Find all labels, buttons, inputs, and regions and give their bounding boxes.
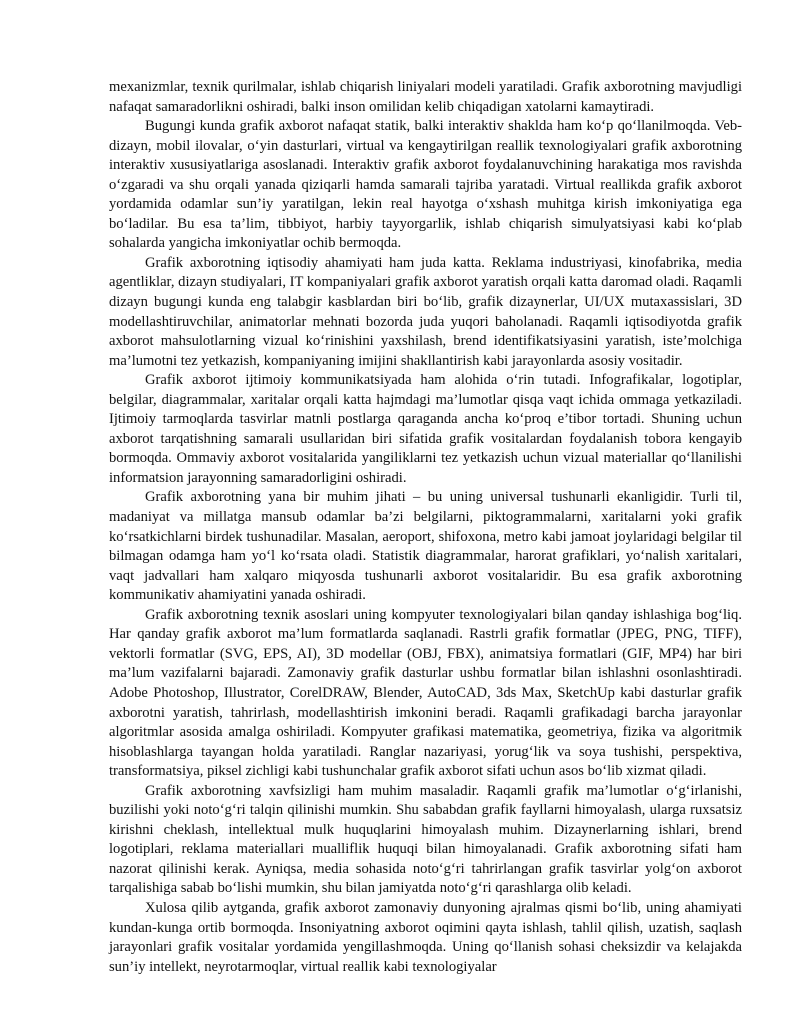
paragraph-security: Grafik axborotning xavfsizligi ham muhim masaladir. Raqamli grafik ma’lumotlar o‘g‘irlanishi, buzilishi yoki noto‘g‘ri talqin qilinishi mumkin. Shu sababdan grafik fayllarni himoyalash, ularga ruxsatsiz kirishni cheklash, intellektual mulk huquqlarini himoyalash muhim. Dizaynerlarning ishlari, brend logotiplari, reklama materiallari mualliflik huquqi bilan himoyalanadi. Grafik axborotning sifati ham nazorat qilinishi kerak. Ayniqsa, media sohasida noto‘g‘ri tahrirlangan grafik tasvirlar yolg‘on axborot tarqalishiga sabab bo‘lishi mumkin, shu bilan jamiyatda noto‘g‘ri qarashlarga olib keladi. (109, 782, 742, 897)
paragraph-economic-importance: Grafik axborotning iqtisodiy ahamiyati ham juda katta. Reklama industriyasi, kinofabrika, media agentliklar, dizayn studiyalari, IT kompaniyalari grafik axborot yaratish orqali katta daromad oladi. Raqamli dizayn bugungi kunda eng talabgir kasblardan biri bo‘lib, grafik dizaynerlar, UI/UX mutaxassislari, 3D modellashtiruvchilar, animatorlar mehnati bozorda juda yuqori baholanadi. Raqamli iqtisodiyotda grafik axborot mahsulotlarning vizual ko‘rinishini yaxshilash, brend identifikatsiyasini yaratish, iste’molchiga ma’lumotni tez yetkazish, kompaniyaning imijini shakllantirish kabi jarayonlarda asosiy vositadir. (109, 254, 742, 369)
paragraph-technical-foundations: Grafik axborotning texnik asoslari uning kompyuter texnologiyalari bilan qanday ishlashiga bog‘liq. Har qanday grafik axborot ma’lum formatlarda saqlanadi. Rastrli grafik formatlar (JPEG, PNG, TIFF), vektorli formatlar (SVG, EPS, AI), 3D modellar (OBJ, FBX), animatsiya formatlari (GIF, MP4) har biri ma’lum vazifalarni bajaradi. Zamonaviy grafik dasturlar ushbu formatlar bilan ishlashni osonlashtiradi. Adobe Photoshop, Illustrator, CorelDRAW, Blender, AutoCAD, 3ds Max, SketchUp kabi dasturlar grafik axborotni yaratish, tahrirlash, modellashtirish imkonini beradi. Raqamli grafikadagi barcha jarayonlar algoritmlar asosida amalga oshiriladi. Kompyuter grafikasi matematika, geometriya, fizika va algoritmik hisoblashlarga tayangan holda yaratiladi. Ranglar nazariyasi, yorug‘lik va soya tushishi, perspektiva, transformatsiya, piksel zichligi kabi tushunchalar grafik axborot sifati uchun asos bo‘lib xizmat qiladi. (109, 606, 742, 780)
paragraph-social-communication: Grafik axborot ijtimoiy kommunikatsiyada ham alohida o‘rin tutadi. Infografikalar, logotiplar, belgilar, diagrammalar, xaritalar orqali katta hajmdagi ma’lumotlar qisqa vaqt ichida ommaga yetkaziladi. Ijtimoiy tarmoqlarda tasvirlar matnli postlarga qaraganda ancha ko‘proq e’tibor tortadi. Shuning uchun axborot tarqatishning samarali usullaridan biri sifatida grafik vositalardan foydalanish tobora kengayib bormoqda. Ommaviy axborot vositalarida yangiliklarni tez yetkazish uchun vizual materiallar qo‘llanilishi informatsion jarayonning samaradorligini oshiradi. (109, 372, 742, 486)
paragraph-conclusion: Xulosa qilib aytganda, grafik axborot zamonaviy dunyoning ajralmas qismi bo‘lib, uning ahamiyati kundan-kunga ortib bormoqda. Insoniyatning axborot oqimini qayta ishlash, tahlil qilish, uzatish, saqlash jarayonlari grafik vositalar yordamida yengillashmoqda. Uning qo‘llanish sohasi cheksizdir va kelajakda sun’iy intellekt, neyrotarmoqlar, virtual reallik kabi texnologiyalar (109, 899, 742, 975)
paragraph-interactive-graphics: Bugungi kunda grafik axborot nafaqat statik, balki interaktiv shaklda ham ko‘p qo‘llanilmoqda. Veb-dizayn, mobil ilovalar, o‘yin dasturlari, virtual va kengaytirilgan reallik texnologiyalari grafik axborotning interaktiv xususiyatlariga asoslanadi. Interaktiv grafik axborot foydalanuvchining harakatiga mos ravishda o‘zgaradi va shu orqali yanada qiziqarli hamda samarali tajriba yaratadi. Virtual reallikda grafik axborot yordamida odamlar sun’iy yaratilgan, lekin real hayotga o‘xshash muhitga kirish imkoniyatiga ega bo‘ladilar. Bu esa ta’lim, tibbiyot, harbiy tayyorgarlik, ishlab chiqarish simulyatsiyasi kabi ko‘plab sohalarda yangicha imkoniyatlar ochib bermoqda. (109, 118, 742, 252)
paragraph-universal-understanding: Grafik axborotning yana bir muhim jihati – bu uning universal tushunarli ekanligidir. Turli til, madaniyat va millatga mansub odamlar ba’zi belgilarni, piktogrammalarni, xaritalarni yoki grafik ko‘rsatkichlarni birdek tushunadilar. Masalan, aeroport, shifoxona, metro kabi jamoat joylaridagi belgilar til bilmagan odamga ham yo‘l ko‘rsata oladi. Statistik diagrammalar, harorat grafiklari, yo‘nalish xaritalari, vaqt jadvallari ham xalqaro miqyosda tushunarli axborot vositalaridir. Bu esa grafik axborotning kommunikativ ahamiyatini yanada oshiradi. (109, 489, 742, 604)
paragraph-continuation: mexanizmlar, texnik qurilmalar, ishlab chiqarish liniyalari modeli yaratiladi. Grafik axborotning mavjudligi nafaqat samaradorlikni oshiradi, balki inson omilidan kelib chiqadigan xatolarni kamaytiradi. (109, 79, 742, 115)
document-page (109, 78, 742, 977)
